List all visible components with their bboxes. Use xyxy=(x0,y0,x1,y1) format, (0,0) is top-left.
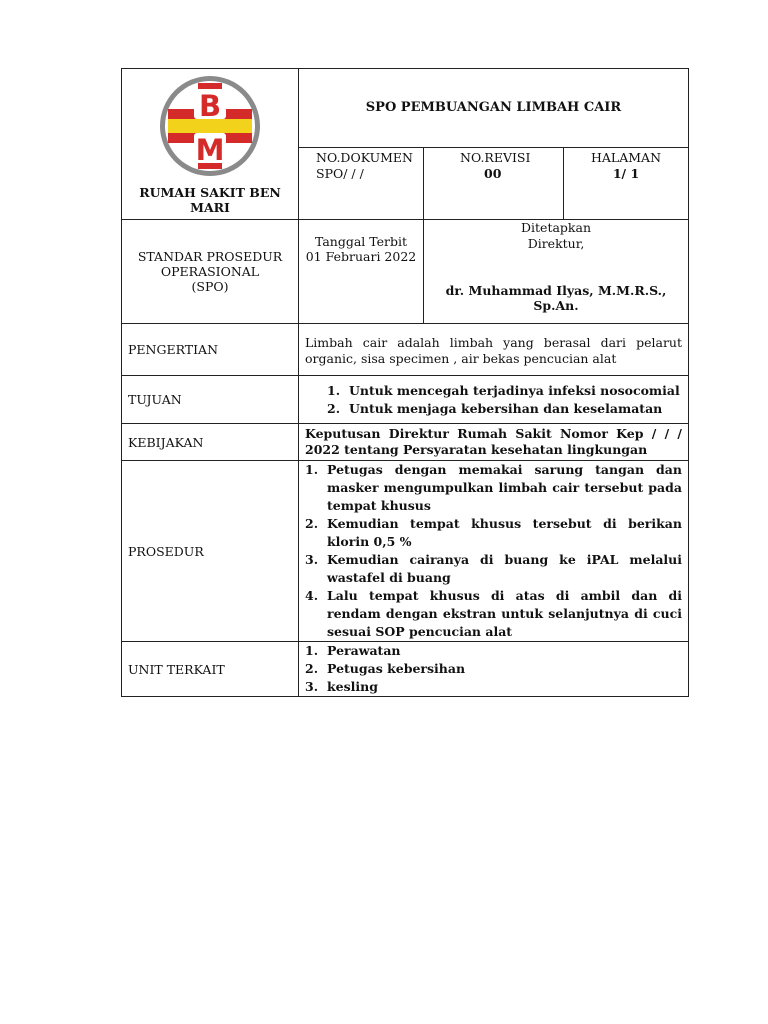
kebijakan-label: KEBIJAKAN xyxy=(122,424,299,461)
unit-list xyxy=(305,642,682,696)
spo-document-table xyxy=(121,68,689,697)
document-title: SPO PEMBUANGAN LIMBAH CAIR xyxy=(299,69,689,148)
prosedur-item-3: Kemudian cairanya di buang ke iPAL melalui wastafel di buang xyxy=(327,552,682,585)
list-item: 1. Perawatan xyxy=(305,642,682,660)
list-item: 3. Kemudian cairanya di buang ke iPAL melalui wastafel di buang xyxy=(305,552,682,585)
revision-cell xyxy=(424,147,564,219)
list-item: 4. Lalu tempat khusus di atas di ambil dan di rendam dengan ekstran untuk selanjutnya di cuci sesuai SOP pencucian alat xyxy=(305,588,682,639)
approval-label: Ditetapkan xyxy=(521,220,591,235)
unit-cell xyxy=(299,642,689,697)
pengertian-label: PENGERTIAN xyxy=(122,324,299,376)
doc-number-cell xyxy=(299,147,424,219)
hospital-name: RUMAH SAKIT BEN MARI xyxy=(139,185,281,215)
page-label: HALAMAN xyxy=(590,149,662,165)
prosedur-cell xyxy=(299,461,689,642)
unit-item-2: Petugas kebersihan xyxy=(327,661,466,676)
hospital-header-cell xyxy=(122,69,299,220)
logo-letter-m: M xyxy=(195,133,225,167)
signer-name: dr. Muhammad Ilyas, M.M.R.S., Sp.An. xyxy=(445,283,667,313)
list-item: 1. Petugas dengan memakai sarung tangan dan masker mengumpulkan limbah cair tersebut pada tempat khusus xyxy=(305,462,682,513)
prosedur-item-1: Petugas dengan memakai sarung tangan dan masker mengumpulkan limbah cair tersebut pada tempat khusus xyxy=(327,462,682,513)
issue-date-cell xyxy=(299,220,424,324)
kebijakan-text: Keputusan Direktur Rumah Sakit Nomor Kep / / / 2022 tentang Persyaratan kesehatan lingkungan xyxy=(299,424,689,461)
list-item: 2. Untuk menjaga kebersihan dan keselamatan xyxy=(327,400,682,418)
revision-value: 00 xyxy=(484,165,502,181)
pengertian-text: Limbah cair adalah limbah yang berasal dari pelarut organic, sisa specimen , air bekas pencucian alat xyxy=(299,324,689,376)
list-item: 2. Kemudian tempat khusus tersebut di berikan klorin 0,5 % xyxy=(305,516,682,549)
unit-item-1: Perawatan xyxy=(327,643,401,658)
unit-item-3: kesling xyxy=(327,679,378,694)
prosedur-list xyxy=(305,461,682,641)
page-value: 1/ 1 xyxy=(612,165,640,181)
spo-label-line2: OPERASIONAL xyxy=(160,264,260,279)
approval-cell xyxy=(424,220,689,324)
approval-role: Direktur, xyxy=(527,236,585,251)
tujuan-item-2: Untuk menjaga kebersihan dan keselamatan xyxy=(349,400,663,416)
issue-date-value: 01 Februari 2022 xyxy=(305,249,417,264)
page-cell xyxy=(564,147,689,219)
revision-label: NO.REVISI xyxy=(460,149,531,165)
issue-date-label: Tanggal Terbit xyxy=(314,234,408,249)
unit-label: UNIT TERKAIT xyxy=(122,642,299,697)
list-item: 3. kesling xyxy=(305,678,682,696)
hospital-logo xyxy=(156,75,264,177)
list-item: 2. Petugas kebersihan xyxy=(305,660,682,678)
prosedur-item-4: Lalu tempat khusus di atas di ambil dan di rendam dengan ekstran untuk selanjutnya di cuci sesuai SOP pencucian alat xyxy=(327,588,682,639)
tujuan-item-1: Untuk mencegah terjadinya infeksi nosocomial xyxy=(349,382,680,398)
spo-label-cell xyxy=(122,220,299,324)
logo-letter-b: B xyxy=(198,89,222,123)
prosedur-label: PROSEDUR xyxy=(122,461,299,642)
doc-number-label: NO.DOKUMEN xyxy=(316,149,413,165)
tujuan-label: TUJUAN xyxy=(122,376,299,424)
spo-label-line1: STANDAR PROSEDUR xyxy=(137,249,283,264)
spo-label-line3: (SPO) xyxy=(191,279,229,294)
doc-number-value: SPO/ / / xyxy=(316,165,364,181)
list-item: 1. Untuk mencegah terjadinya infeksi nosocomial xyxy=(327,382,682,400)
prosedur-item-2: Kemudian tempat khusus tersebut di berikan klorin 0,5 % xyxy=(327,516,682,549)
tujuan-cell xyxy=(299,376,689,424)
tujuan-list xyxy=(327,382,682,418)
